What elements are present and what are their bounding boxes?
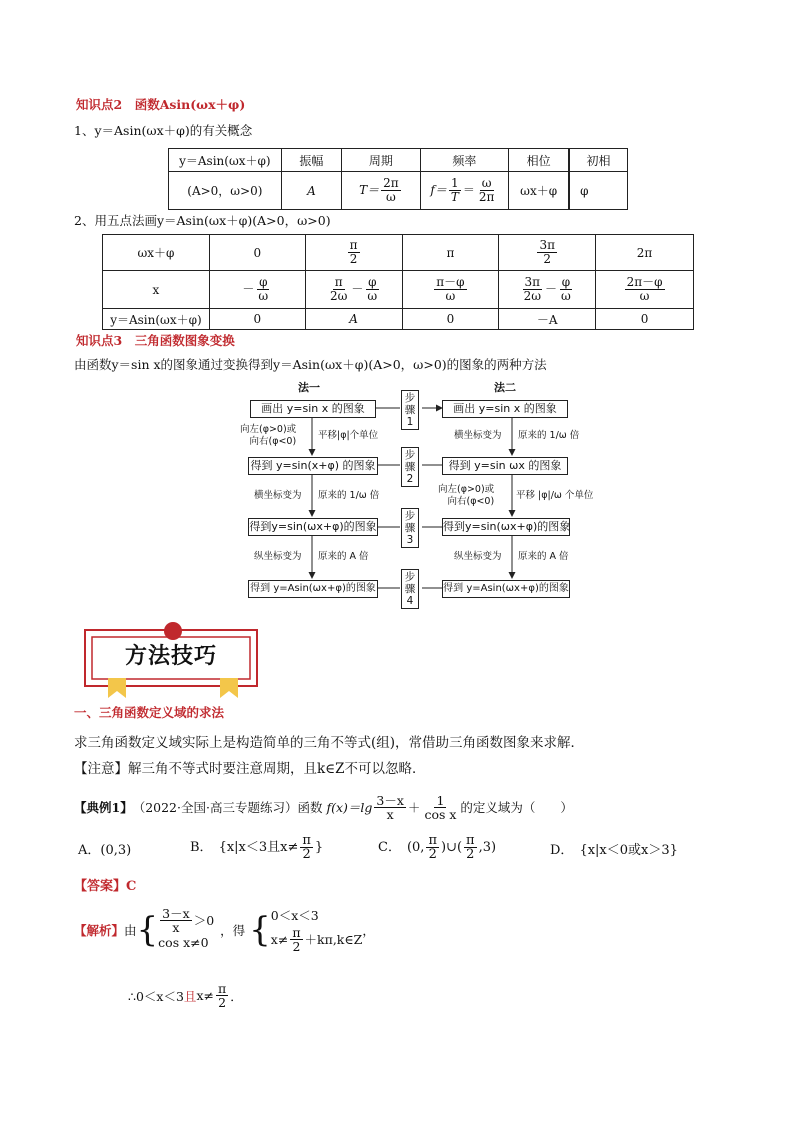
- m2-box-4: 得到 y=Asin(ωx+φ)的图象: [442, 580, 570, 598]
- option-c-frac2: [464, 834, 477, 861]
- kp2-title: 知识点2 函数Asin(ωx＋φ): [76, 97, 246, 112]
- analysis-block: [74, 906, 375, 953]
- banner-dot-icon: [164, 622, 182, 640]
- option-d-label: D．: [550, 843, 574, 858]
- r1-label: ωx＋φ: [103, 235, 210, 271]
- option-a-value: (0,3): [100, 843, 132, 858]
- system-1-frac: [160, 907, 192, 934]
- r3-c4: －A: [499, 309, 596, 330]
- r1-c1: 0: [209, 235, 305, 271]
- cell-init: φ: [569, 172, 627, 210]
- freq-num1: 1: [451, 176, 459, 190]
- period-lhs: T＝: [359, 183, 380, 197]
- r1-c2-den: 2: [349, 252, 358, 266]
- cell-phase: ωx＋φ: [509, 172, 569, 210]
- r2-c5-num: 2π－φ: [626, 275, 663, 289]
- freq-den1: T: [450, 190, 459, 204]
- freq-den2: 2π: [478, 190, 495, 204]
- answer-line: [74, 878, 136, 896]
- example-num1: 3－x: [376, 793, 404, 808]
- option-b[interactable]: [190, 834, 323, 861]
- m2-ann-3-left: 纵坐标变为: [454, 551, 502, 562]
- m1-ann-1-right: 平移|φ|个单位: [318, 430, 379, 441]
- step-3: 步骤3: [401, 508, 419, 548]
- kp2-item2: 2、用五点法画y＝Asin(ωx＋φ)(A>0，ω>0): [74, 213, 331, 228]
- system-2-pre: x≠: [270, 931, 289, 947]
- m2-ann-1-right: 原来的 1/ω 倍: [518, 430, 580, 441]
- system-2-den: 2: [292, 939, 301, 954]
- m2-ann-2-left: 向左(φ>0)或 向右(φ<0): [438, 484, 495, 507]
- cell-amp: A: [281, 172, 341, 210]
- system-1-rhs: ＞0: [193, 912, 215, 928]
- concl-den: 2: [218, 995, 227, 1010]
- system-2-num: π: [292, 925, 301, 940]
- m1-ann-2-left: 横坐标变为: [254, 490, 302, 501]
- r2-c4-minus: －: [545, 282, 558, 296]
- th-phase: 相位: [509, 149, 569, 172]
- banner-title: 方法技巧: [124, 644, 217, 669]
- option-d-value: {x|x＜0或x＞3}: [579, 843, 678, 858]
- example-tail: 的定义域为（ ）: [460, 799, 573, 815]
- r2-c2-num1: π: [334, 275, 343, 289]
- period-den: ω: [385, 190, 396, 204]
- th-init: 初相: [569, 149, 627, 172]
- concl-x: x≠: [196, 988, 214, 1003]
- example-num2: 1: [436, 793, 445, 808]
- r3-label: y＝Asin(ωx＋φ): [103, 309, 210, 330]
- system-2-end: ，: [362, 922, 375, 938]
- r1-c3: π: [402, 235, 499, 271]
- freq-num2: ω: [481, 176, 492, 190]
- r2-c3-den: ω: [445, 289, 456, 303]
- concl-end: ．: [230, 988, 243, 1004]
- option-c-den2: 2: [466, 847, 475, 862]
- r1-c5: 2π: [596, 235, 694, 271]
- r2-c4-den2: ω: [561, 289, 571, 303]
- analysis-tag: 【解析】: [74, 922, 125, 938]
- kp3-title: 知识点3 三角函数图象变换: [76, 333, 235, 348]
- option-c[interactable]: [378, 834, 496, 861]
- example-den1: x: [386, 807, 394, 822]
- answer-tag: 【答案】: [74, 879, 127, 894]
- m2-box-3: 得到y=sin(ωx+φ)的图象: [442, 518, 570, 536]
- r2-c2-den1: 2ω: [329, 289, 348, 303]
- m1-ann-1-left: 向左(φ>0)或 向右(φ<0): [240, 424, 297, 447]
- example-fx: f(x)＝lg: [326, 799, 373, 815]
- option-b-frac: [300, 834, 313, 861]
- concl-pre: ∴0＜x＜3: [128, 988, 184, 1004]
- analysis-you: 由: [124, 922, 137, 938]
- system-2: [271, 906, 363, 953]
- section1-para: 求三角函数定义域实际上是构造简单的三角不等式(组)，常借助三角函数图象来求解．: [74, 735, 585, 751]
- r1-c4-den: 2: [543, 252, 552, 266]
- kp3-desc: 由函数y＝sin x的图象通过变换得到y＝Asin(ωx＋φ)(A>0，ω>0)的图象的两种方法: [74, 357, 547, 372]
- answer-value: C: [126, 879, 137, 894]
- kp2-item1: 1、y＝Asin(ωx＋φ)的有关概念: [74, 123, 253, 138]
- freq-eq: ＝: [462, 183, 475, 197]
- note-tag: 【注意】: [74, 761, 128, 777]
- r3-c3: 0: [402, 309, 499, 330]
- r2-c4-num2: φ: [561, 275, 571, 289]
- r2-c2-num2: φ: [368, 275, 377, 289]
- option-c-label: C．: [378, 839, 401, 855]
- r2-c1-minus: －: [242, 282, 255, 296]
- option-c-num1: π: [428, 833, 437, 848]
- r2-c3-num: π－φ: [436, 275, 465, 289]
- r3-c5: 0: [596, 309, 694, 330]
- th-func: y＝Asin(ωx＋φ): [169, 149, 282, 172]
- r1-c4-num: 3π: [539, 238, 555, 252]
- example-tag: 【典例1】: [74, 799, 133, 815]
- r2-c1-num: φ: [259, 275, 268, 289]
- m1-box-1: 画出 y=sin x 的图象: [250, 400, 376, 418]
- system-2-frac: [290, 926, 302, 953]
- step-4: 步骤4: [401, 569, 419, 609]
- m2-box-2: 得到 y=sin ωx 的图象: [442, 457, 568, 475]
- left-brace-icon: {: [136, 909, 159, 950]
- analysis-de: ，得: [220, 922, 246, 938]
- m1-box-4: 得到 y=Asin(ωx+φ)的图象: [248, 580, 378, 598]
- system-1-line-1: [158, 907, 214, 934]
- system-1-num: 3－x: [162, 906, 190, 921]
- option-d[interactable]: [550, 842, 678, 860]
- example-frac2: [422, 794, 458, 821]
- r2-label: x: [103, 271, 210, 309]
- left-brace-2-icon: {: [249, 909, 271, 950]
- conclusion-line: [128, 982, 243, 1009]
- r2-c4-den1: 2ω: [523, 289, 542, 303]
- freq-lhs: f＝: [430, 183, 447, 197]
- m2-ann-3-right: 原来的 A 倍: [518, 551, 569, 562]
- example-frac1: [374, 794, 406, 821]
- system-2-line-1: 0＜x＜3: [270, 908, 319, 923]
- r2-c5-den: ω: [639, 289, 650, 303]
- concl-and: 且: [183, 988, 197, 1004]
- r2-c2-den2: ω: [367, 289, 378, 303]
- option-a[interactable]: [78, 842, 131, 860]
- system-1: [158, 907, 214, 952]
- step-1: 步骤1: [401, 390, 419, 430]
- system-1-line-2: cos x≠0: [158, 935, 209, 950]
- method2-label: 法二: [494, 381, 516, 394]
- option-c-post: ,3): [478, 839, 497, 855]
- period-num: 2π: [383, 176, 399, 190]
- m1-ann-3-right: 原来的 A 倍: [318, 551, 369, 562]
- option-b-label: B．: [190, 839, 213, 855]
- system-2-post: ＋kπ,k∈Z: [304, 931, 363, 947]
- m1-ann-2-right: 原来的 1/ω 倍: [318, 490, 380, 501]
- r3-c1: 0: [209, 309, 305, 330]
- example-plus: ＋: [407, 799, 421, 815]
- m1-ann-3-left: 纵坐标变为: [254, 551, 302, 562]
- option-c-den1: 2: [428, 847, 437, 862]
- system-2-line-2: [271, 926, 363, 953]
- r2-c2-minus: －: [351, 282, 364, 296]
- option-c-pre: (0,: [406, 839, 425, 855]
- r2-c1-den: ω: [258, 289, 269, 303]
- option-c-mid: )∪(: [440, 839, 463, 855]
- concl-num: π: [217, 981, 227, 996]
- m2-ann-1-left: 横坐标变为: [454, 430, 502, 441]
- section1-title: 一、三角函数定义域的求法: [74, 705, 225, 720]
- option-b-pre: {x|x＜3且x≠: [218, 839, 299, 855]
- concl-frac: [216, 982, 228, 1009]
- r2-c4-num1: 3π: [524, 275, 541, 289]
- m1-box-3: 得到y=sin(ωx+φ)的图象: [248, 518, 378, 536]
- example-src: （2022·全国·高三专题练习）函数: [132, 799, 323, 815]
- step-2: 步骤2: [401, 447, 419, 487]
- option-c-num2: π: [466, 833, 475, 848]
- m2-ann-2-right: 平移 |φ|/ω 个单位: [516, 490, 594, 501]
- th-period: 周期: [342, 149, 421, 172]
- method1-label: 法一: [298, 381, 320, 394]
- option-b-num: π: [302, 833, 311, 848]
- th-amp: 振幅: [281, 149, 341, 172]
- system-1-den: x: [172, 920, 180, 935]
- cell-cond: (A>0，ω>0): [169, 172, 282, 210]
- m2-box-1: 画出 y=sin x 的图象: [442, 400, 568, 418]
- r1-c2-num: π: [349, 238, 358, 252]
- example-den2: cos x: [424, 807, 457, 822]
- m1-box-2: 得到 y=sin(x+φ) 的图象: [248, 457, 378, 475]
- option-b-post: }: [314, 839, 324, 855]
- example-stem: [74, 794, 573, 821]
- option-b-den: 2: [302, 847, 311, 862]
- section1-note: [74, 760, 426, 778]
- note-text: 解三角不等式时要注意周期，且k∈Z不可以忽略．: [128, 761, 426, 777]
- th-freq: 频率: [420, 149, 509, 172]
- option-c-frac1: [426, 834, 439, 861]
- option-a-label: A．: [78, 843, 101, 858]
- r3-c2: A: [305, 309, 402, 330]
